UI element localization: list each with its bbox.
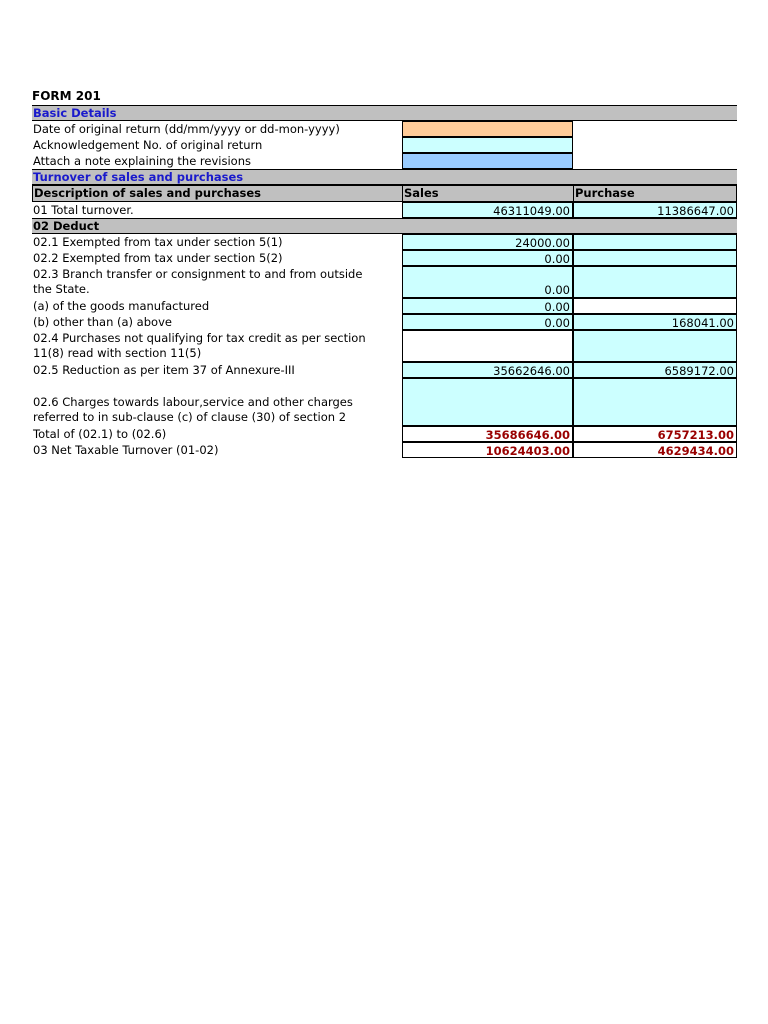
deduction-purchase[interactable] <box>573 266 737 298</box>
basic-row-ack <box>32 137 737 153</box>
deduction-sales[interactable]: 0.00 <box>402 250 573 266</box>
deduction-purchase[interactable]: 168041.00 <box>573 314 737 330</box>
deduction-label: 02.5 Reduction as per item 37 of Annexure-III <box>33 363 295 377</box>
deduction-label <box>32 266 402 298</box>
deduction-purchase[interactable] <box>573 298 737 314</box>
deduction-label-line: 11(8) read with section 11(5) <box>33 346 202 360</box>
deduction-sales[interactable]: 0.00 <box>402 314 573 330</box>
deduction-row <box>32 298 737 314</box>
basic-details-header-label: Basic Details <box>33 106 117 120</box>
deduction-row <box>32 266 737 298</box>
deduction-label-line: 02.4 Purchases not qualifying for tax credit as per section <box>33 331 366 345</box>
total-turnover-sales[interactable]: 46311049.00 <box>402 202 573 218</box>
deduction-purchase[interactable] <box>573 378 737 426</box>
deduction-label: 02.2 Exempted from tax under section 5(2) <box>33 251 283 265</box>
deduction-sales[interactable]: 24000.00 <box>402 234 573 250</box>
deduction-label-line: 02.6 Charges towards labour,service and other charges <box>33 395 353 409</box>
deduction-purchase[interactable]: 6589172.00 <box>573 362 737 378</box>
deduction-row <box>32 234 737 250</box>
form-title: FORM 201 <box>32 89 101 103</box>
acknowledgement-no-input[interactable] <box>402 137 573 153</box>
deduct-header <box>32 218 737 234</box>
deduction-label <box>32 378 402 426</box>
attach-note-input[interactable] <box>402 153 573 169</box>
deduction-label: (b) other than (a) above <box>33 315 172 329</box>
deduction-label-line: referred to in sub-clause (c) of clause (30) of section 2 <box>33 410 347 424</box>
deduction-purchase[interactable] <box>573 330 737 362</box>
date-original-return-label: Date of original return (dd/mm/yyyy or dd-mon-yyyy) <box>33 122 340 136</box>
date-original-return-input[interactable] <box>402 121 573 137</box>
column-sales: Sales <box>402 186 573 201</box>
deduction-label <box>32 330 402 362</box>
basic-details-header <box>32 105 737 121</box>
total-turnover-row <box>32 202 737 218</box>
turnover-header-label: Turnover of sales and purchases <box>33 170 244 184</box>
basic-row-date <box>32 121 737 137</box>
deduct-header-label: 02 Deduct <box>33 219 100 233</box>
deduction-row <box>32 330 737 362</box>
column-purchase: Purchase <box>573 186 737 201</box>
net-taxable-label: 03 Net Taxable Turnover (01-02) <box>33 443 219 457</box>
net-taxable-purchase: 4629434.00 <box>573 442 737 458</box>
turnover-column-headers <box>32 185 737 202</box>
turnover-header <box>32 169 737 185</box>
deduction-row <box>32 250 737 266</box>
basic-row-note <box>32 153 737 169</box>
deduction-label: (a) of the goods manufactured <box>33 299 210 313</box>
deduction-row <box>32 378 737 426</box>
deduction-row <box>32 314 737 330</box>
deduction-sales[interactable]: 35662646.00 <box>402 362 573 378</box>
deduction-purchase[interactable] <box>573 250 737 266</box>
column-description: Description of sales and purchases <box>32 186 402 201</box>
acknowledgement-no-label: Acknowledgement No. of original return <box>33 138 263 152</box>
total-turnover-purchase[interactable]: 11386647.00 <box>573 202 737 218</box>
attach-note-label: Attach a note explaining the revisions <box>33 154 251 168</box>
deduction-row <box>32 362 737 378</box>
total-deductions-purchase: 6757213.00 <box>573 426 737 442</box>
deduction-sales[interactable]: 0.00 <box>402 298 573 314</box>
total-deductions-sales: 35686646.00 <box>402 426 573 442</box>
net-taxable-row <box>32 442 737 458</box>
deduction-sales[interactable] <box>402 378 573 426</box>
total-turnover-label: 01 Total turnover. <box>33 203 134 217</box>
total-deductions-row <box>32 426 737 442</box>
form-sheet <box>32 88 737 458</box>
deduction-sales[interactable] <box>402 330 573 362</box>
deduction-label: 02.1 Exempted from tax under section 5(1) <box>33 235 283 249</box>
deduction-purchase[interactable] <box>573 234 737 250</box>
deduction-sales[interactable]: 0.00 <box>402 266 573 298</box>
net-taxable-sales: 10624403.00 <box>402 442 573 458</box>
total-deductions-label: Total of (02.1) to (02.6) <box>33 427 167 441</box>
deduction-label-line: the State. <box>33 282 90 296</box>
deduction-label-line: 02.3 Branch transfer or consignment to and from outside <box>33 267 363 281</box>
